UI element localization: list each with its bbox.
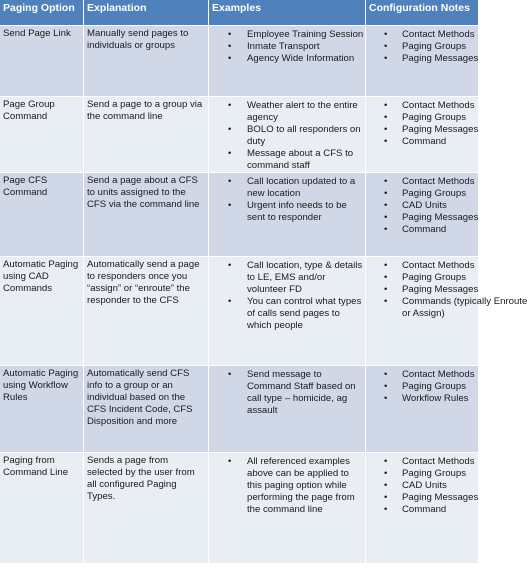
examples-cell: [209, 97, 365, 172]
example-item: • Message about a CFS to command staff: [228, 148, 354, 171]
table-header-row: [0, 0, 478, 25]
example-item: • Urgent info needs to be sent to responder: [228, 200, 347, 223]
config-notes-cell: [366, 26, 478, 96]
table-row: [0, 366, 478, 452]
table-row: [0, 173, 478, 256]
config-note-item: • Contact Methods: [384, 29, 475, 40]
example-item: • All referenced examples above can be applied to this paging option while performing the page from the command line: [228, 456, 355, 515]
config-note-item: • Commands (typically Enroute or Assign): [384, 296, 528, 319]
config-notes-cell: [366, 97, 478, 172]
config-note-item: • Paging Groups: [384, 41, 466, 52]
config-notes-cell: [366, 173, 478, 256]
config-note-item: • Paging Groups: [384, 272, 466, 283]
config-notes-cell: [366, 453, 478, 563]
examples-cell: [209, 26, 365, 96]
example-item: • You can control what types of calls send pages to which people: [228, 296, 362, 331]
example-item: • Agency Wide Information: [228, 53, 355, 64]
config-note-item: • Paging Groups: [384, 468, 466, 479]
config-note-item: • CAD Units: [384, 480, 447, 491]
config-notes-cell: [366, 366, 478, 452]
examples-cell: [209, 453, 365, 563]
config-note-item: • Contact Methods: [384, 100, 475, 111]
header-examples: Examples: [209, 0, 365, 25]
config-note-item: • Paging Groups: [384, 381, 466, 392]
paging-option-cell: Paging from Command Line: [0, 453, 83, 563]
explanation-cell: Automatically send a page to responders once you “assign” or “enroute” the responder to the CFS: [84, 257, 208, 365]
example-item: • Weather alert to the entire agency: [228, 100, 358, 123]
example-item: • BOLO to all responders on duty: [228, 124, 361, 147]
config-note-item: • CAD Units: [384, 200, 447, 211]
example-item: • Send message to Command Staff based on call type – homicide, ag assault: [228, 369, 356, 416]
explanation-cell: Send a page to a group via the command line: [84, 97, 208, 172]
config-note-item: • Paging Messages: [384, 284, 479, 295]
table-row: [0, 257, 528, 365]
config-note-item: • Workflow Rules: [384, 393, 469, 404]
paging-option-cell: Page Group Command: [0, 97, 83, 172]
header-explanation: Explanation: [84, 0, 208, 25]
config-note-item: • Contact Methods: [384, 456, 475, 467]
paging-option-cell: Automatic Paging using Workflow Rules: [0, 366, 83, 452]
explanation-cell: Sends a page from selected by the user from all configured Paging Types.: [84, 453, 208, 563]
config-note-item: • Paging Messages: [384, 492, 479, 503]
config-notes-cell: [366, 257, 528, 365]
explanation-cell: Manually send pages to individuals or groups: [84, 26, 208, 96]
examples-cell: [209, 257, 365, 365]
config-note-item: • Contact Methods: [384, 369, 475, 380]
config-note-item: • Paging Messages: [384, 53, 479, 64]
explanation-cell: Send a page about a CFS to units assigned to the CFS via the command line: [84, 173, 208, 256]
example-item: • Call location, type & details to LE, EMS and/or volunteer FD: [228, 260, 363, 295]
table-row: [0, 26, 478, 96]
config-note-item: • Command: [384, 504, 447, 515]
config-note-item: • Command: [384, 136, 447, 147]
explanation-cell: Automatically send CFS info to a group or an individual based on the CFS Incident Code, CFS Disposition and more: [84, 366, 208, 452]
config-note-item: • Command: [384, 224, 447, 235]
table-row: [0, 97, 478, 172]
example-item: • Call location updated to a new location: [228, 176, 356, 199]
paging-option-cell: Automatic Paging using CAD Commands: [0, 257, 83, 365]
config-note-item: • Contact Methods: [384, 176, 475, 187]
header-configuration-notes: Configuration Notes: [366, 0, 478, 25]
paging-option-cell: Page CFS Command: [0, 173, 83, 256]
table-row: [0, 453, 478, 563]
example-item: • Inmate Transport: [228, 41, 320, 52]
config-note-item: • Paging Groups: [384, 188, 466, 199]
examples-cell: [209, 173, 365, 256]
header-paging-option: Paging Option: [0, 0, 83, 25]
examples-cell: [209, 366, 365, 452]
paging-option-cell: Send Page Link: [0, 26, 83, 96]
config-note-item: • Contact Methods: [384, 260, 475, 271]
config-note-item: • Paging Messages: [384, 124, 479, 135]
config-note-item: • Paging Groups: [384, 112, 466, 123]
example-item: • Employee Training Session: [228, 29, 364, 40]
config-note-item: • Paging Messages: [384, 212, 479, 223]
